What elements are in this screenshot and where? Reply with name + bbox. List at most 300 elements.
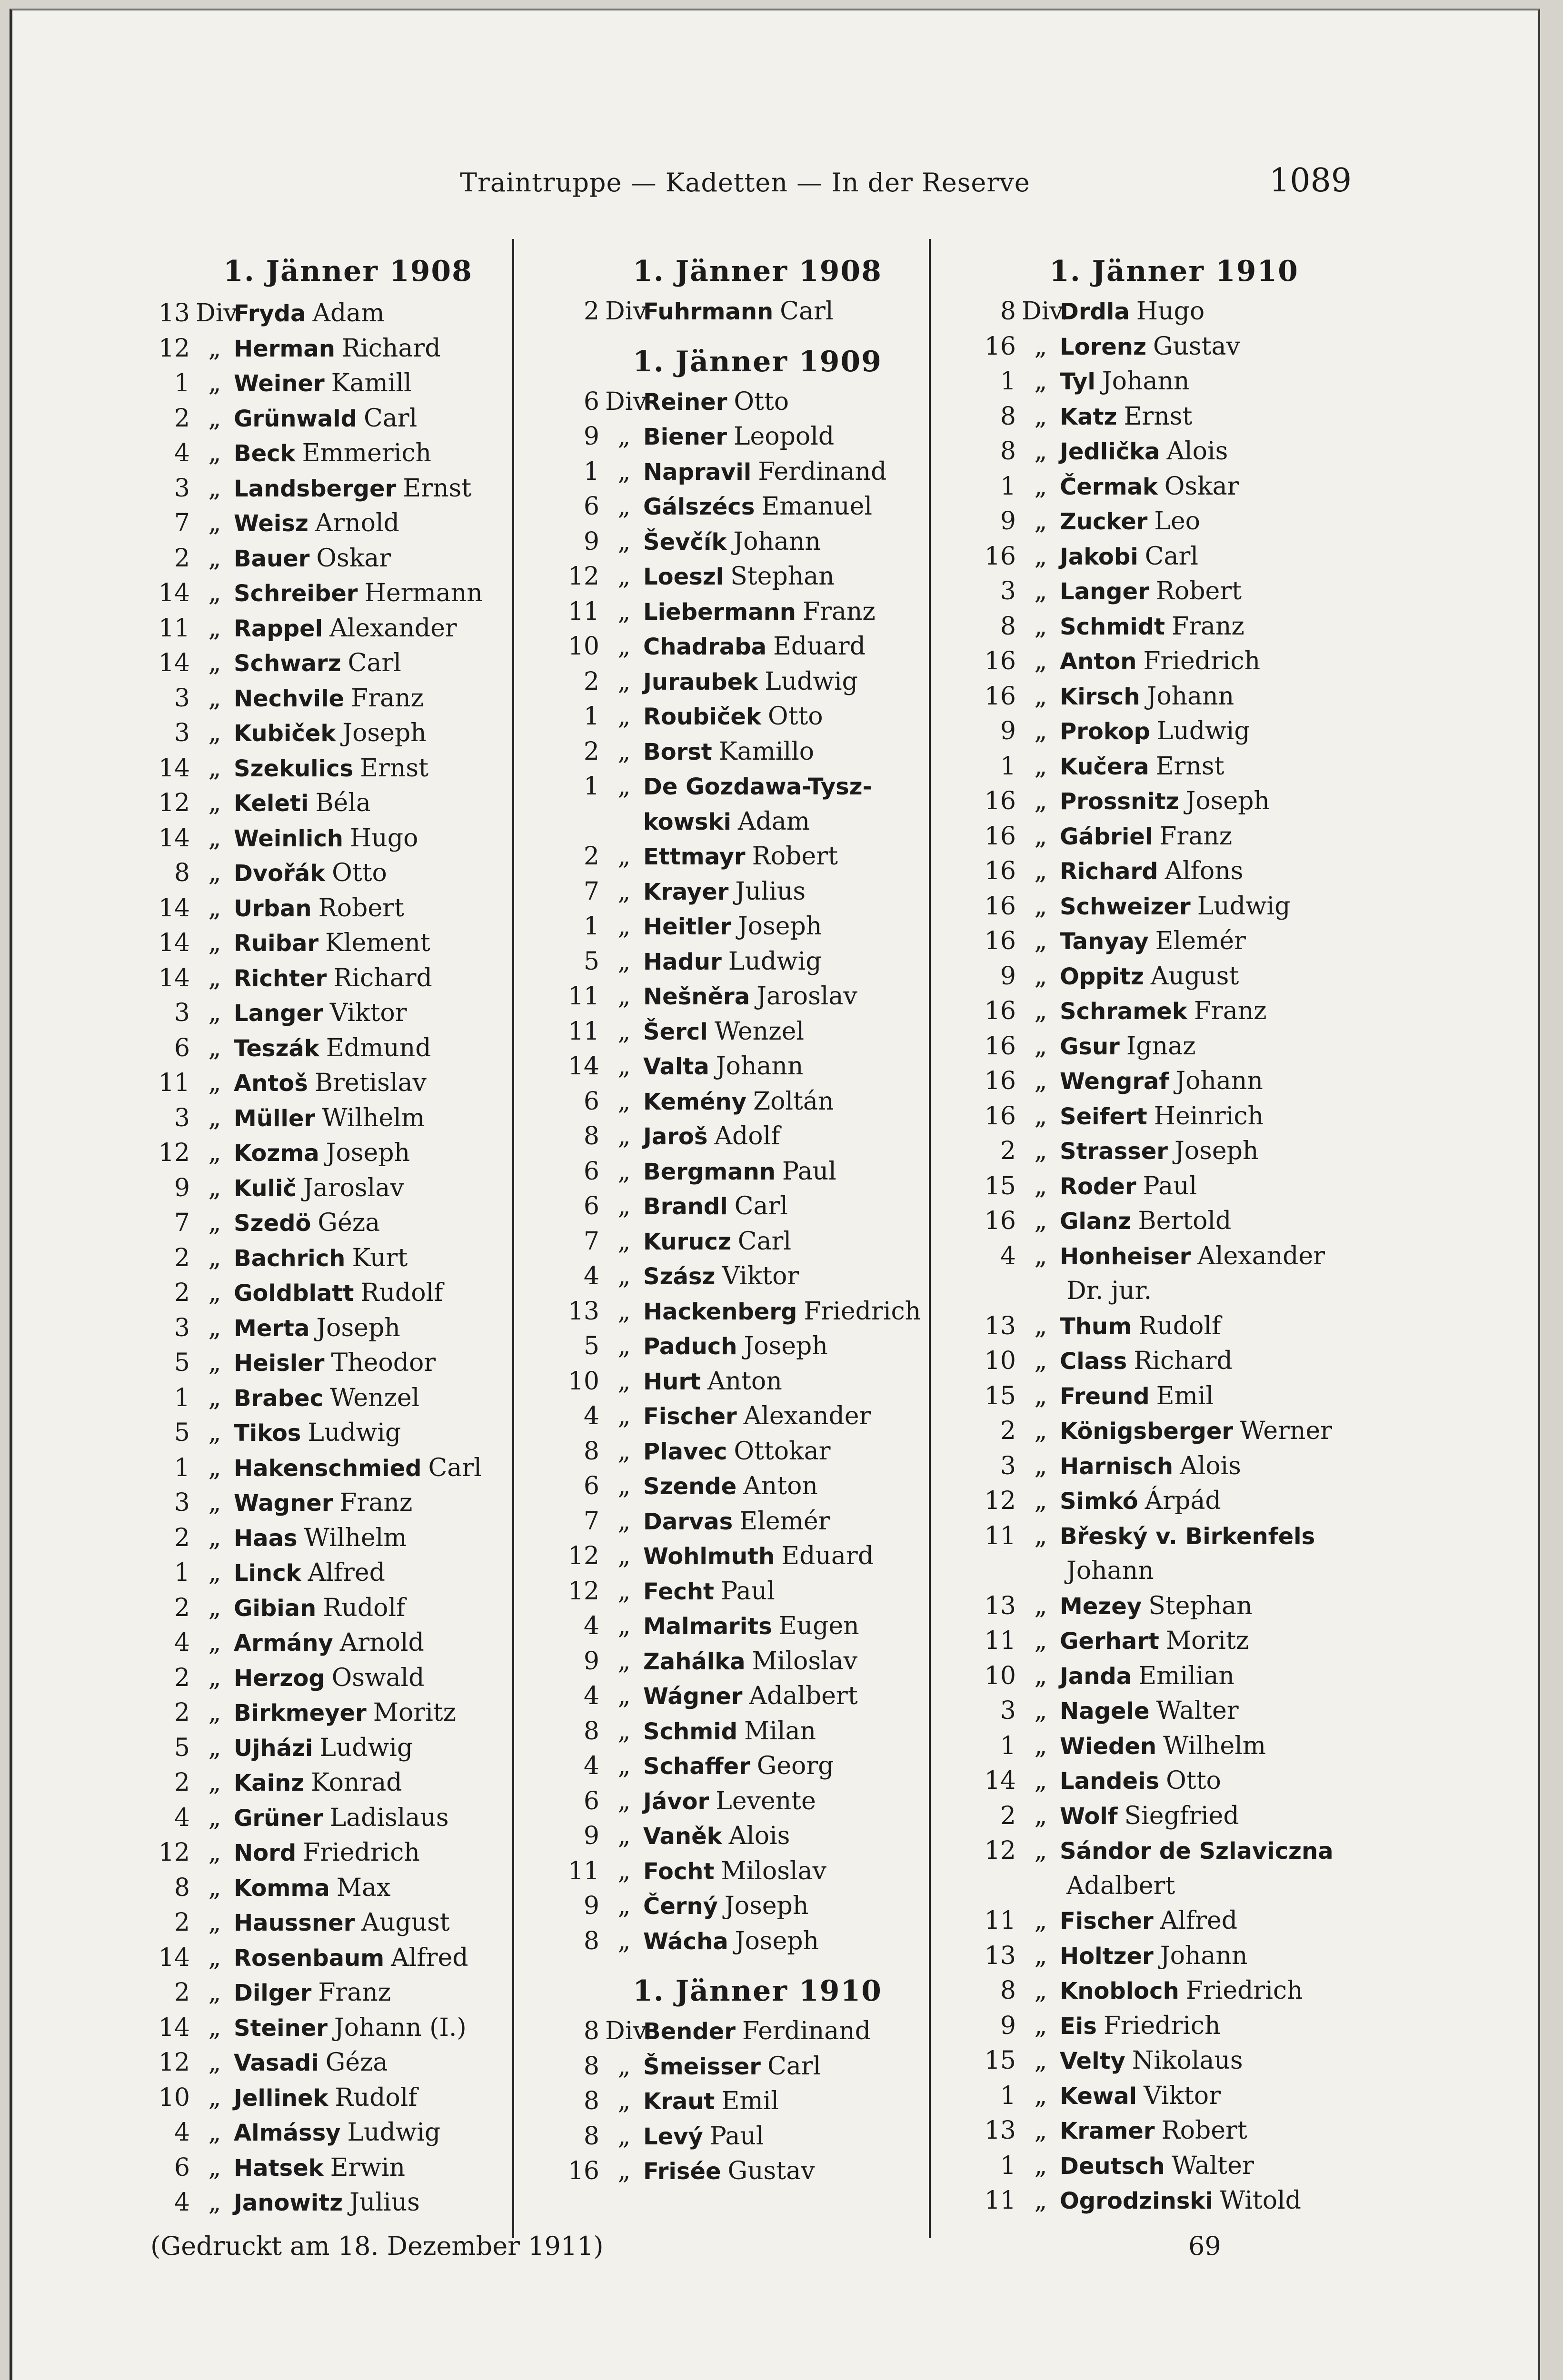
surname: Deutsch [1060,2152,1165,2180]
given-name: Edmund [326,1033,431,1062]
division-mark: „ [208,2013,221,2042]
given-name: Friedrich [804,1297,921,1326]
division-mark: „ [1034,1696,1047,1725]
surname: Fischer [643,1403,737,1430]
division-mark: „ [208,1383,221,1412]
surname: Tanyay [1060,928,1149,955]
division-mark: „ [617,2157,631,2185]
division-mark: „ [208,404,221,433]
division-mark: „ [208,2118,221,2147]
division-number: 9 [1000,962,1016,991]
roster-entry [967,2113,1381,2149]
surname: Kubiček [234,720,336,747]
roster-entry [967,2183,1381,2219]
surname: Holtzer [1060,1943,1154,1970]
person-name [234,821,555,856]
person-name [234,681,555,716]
roster-entry [141,1101,555,1136]
division-number: 16 [984,1031,1016,1061]
roster-entry [967,539,1381,575]
person-name [234,1486,555,1521]
division-mark: „ [208,1733,221,1762]
person-name [1060,539,1381,575]
division-mark: „ [1034,2116,1047,2145]
person-name [643,489,965,525]
division-mark: Div. [605,2017,652,2045]
roster-entry [967,959,1381,994]
division-mark: „ [1034,1976,1047,2005]
division-number: 16 [984,542,1016,571]
given-name: Bertold [1138,1207,1232,1235]
division-number [967,1554,1022,1589]
surname: Kemény [643,1088,747,1115]
division-number: 1 [583,772,599,801]
surname: Frisée [643,2158,721,2185]
division-number: 1 [174,1453,190,1482]
person-name [234,1451,555,1486]
division-mark: „ [1034,1836,1047,1865]
division-number: 2 [1000,1417,1016,1445]
roster-entry [550,979,965,1014]
division-mark: „ [617,1192,631,1220]
surname: Levý [643,2123,703,2150]
roster-entry [967,1764,1381,1799]
given-name: Emmerich [302,439,431,467]
division-mark: „ [208,963,221,992]
division-number: 14 [158,1943,190,1972]
roster-entry [967,1624,1381,1659]
division-mark: „ [208,1349,221,1377]
surname: Loeszl [643,564,724,590]
division-mark: „ [1034,577,1047,605]
roster-entry [967,1204,1381,1239]
roster-entry [550,1014,965,1050]
division-number: 6 [174,1033,190,1062]
division-number: 4 [583,1402,599,1430]
surname: Drdla [1060,298,1130,325]
given-name: Ottokar [734,1437,831,1466]
division-number: 4 [583,1612,599,1640]
given-name: Friedrich [303,1838,420,1867]
division-mark: „ [1034,647,1047,675]
surname: Goldblatt [234,1280,354,1307]
roster-entry [550,525,965,560]
division-number: 14 [158,823,190,853]
person-name [1060,2009,1381,2044]
roster-entry [141,1626,555,1661]
surname: Schmidt [1060,613,1165,640]
person-name [643,1014,965,1050]
roster-entry [967,1344,1381,1379]
roster-entry [141,2081,555,2116]
surname: Paduch [643,1333,737,1360]
person-name [643,419,965,455]
surname: Oppitz [1060,963,1144,990]
given-name: Werner [1240,1417,1333,1445]
roster-entry [550,1259,965,1294]
division-number: 8 [583,1437,599,1466]
roster-entry [550,2014,965,2049]
division-number: 8 [174,1873,190,1902]
given-name: Arnold [315,509,399,537]
division-number: 5 [174,1349,190,1377]
division-number: 4 [583,1752,599,1780]
division-mark: „ [617,1402,631,1430]
division-number: 4 [174,1628,190,1657]
division-mark: „ [1034,682,1047,711]
division-mark: „ [1034,2046,1047,2075]
division-mark: „ [1034,1731,1047,1760]
roster-entry [141,1661,555,1696]
division-number: 2 [174,404,190,433]
person-name [643,2084,965,2119]
roster-entry [967,574,1381,609]
given-name: Alois [1180,1451,1241,1480]
surname: Darvas [643,1508,733,1535]
division-number: 6 [583,1786,599,1815]
division-mark: „ [617,2052,631,2081]
division-mark: „ [1034,1381,1047,1410]
roster-entry [967,2043,1381,2079]
surname: Class [1060,1348,1127,1375]
division-number: 9 [583,1822,599,1850]
given-name: August [361,1908,450,1937]
surname: Nechvile [234,685,345,712]
person-name [643,1434,965,1469]
running-head: Traintruppe — Kadetten — In der Reserve [460,168,1030,198]
person-name [643,559,965,595]
person-name [234,1731,555,1766]
surname: Linck [234,1560,301,1587]
surname: Janowitz [234,2190,343,2216]
person-name [643,2049,965,2084]
division-mark: „ [208,2153,221,2182]
surname: Hatsek [234,2154,324,2182]
person-name [1060,1554,1381,1589]
division-number: 5 [174,1418,190,1447]
person-name [643,2014,965,2049]
division-number: 14 [158,579,190,607]
division-number: 13 [984,2116,1016,2145]
roster-entry [141,1206,555,1241]
given-name: Rudolf [1138,1311,1221,1340]
given-name: Alfred [391,1943,468,1972]
division-mark: „ [208,369,221,397]
given-name: Otto [332,859,387,887]
person-name [234,1975,555,2011]
person-name [1060,1939,1381,1974]
roster-entry [550,1854,965,1889]
division-mark: „ [1034,822,1047,851]
surname: Juraubek [643,668,758,695]
given-name: Joseph [724,1892,809,1920]
division-mark: „ [1034,507,1047,536]
given-name: Paul [720,1577,775,1606]
division-mark: „ [208,684,221,713]
division-number: 12 [567,1577,599,1606]
roster-entry [550,1889,965,1924]
surname: Brandl [643,1193,728,1220]
person-name [643,1714,965,1749]
person-name [1060,889,1381,924]
division-number: 6 [583,1192,599,1220]
person-name [643,664,965,700]
person-name [1060,294,1381,329]
division-number: 14 [158,649,190,677]
division-mark: „ [208,614,221,643]
division-number: 5 [583,1332,599,1360]
division-mark: „ [208,2083,221,2112]
surname: Vaněk [643,1823,722,1850]
roster-entry [550,595,965,630]
person-name [1060,1309,1381,1344]
roster-entry [550,874,965,910]
division-mark: „ [617,1646,631,1676]
division-number: 8 [1000,1976,1016,2005]
surname: Roubiček [643,704,761,730]
person-name [1060,329,1381,365]
surname: Anton [1060,648,1137,675]
surname: Almássy [234,2120,341,2146]
surname: Merta [234,1315,310,1342]
roster-entry [550,769,965,804]
surname: Zucker [1060,508,1148,535]
roster-entry [967,1274,1381,1309]
given-name: Alois [1166,437,1228,466]
given-name: Moritz [1165,1626,1249,1655]
roster-entry [550,944,965,980]
division-mark: „ [617,1892,631,1920]
person-name [643,1539,965,1574]
roster-entry [141,611,555,646]
person-name [234,716,555,751]
person-name [234,506,555,541]
division-number: 8 [583,1926,599,1955]
person-name [643,1224,965,1259]
division-mark: „ [1034,1101,1047,1130]
surname: Fischer [1060,1908,1154,1934]
division-mark: „ [1034,1661,1047,1690]
roster-entry [550,1224,965,1259]
roster-entry [141,296,555,331]
given-name: Viktor [329,999,407,1027]
given-name: Konrad [311,1768,402,1797]
surname: Katz [1060,403,1117,430]
roster-entry [141,1521,555,1556]
given-name: Adalbert [1066,1871,1175,1900]
person-name [234,471,555,506]
division-mark: „ [208,1768,221,1797]
person-name [643,2119,965,2154]
given-name: Wilhelm [1163,1731,1266,1760]
person-name [234,1276,555,1311]
person-name [1060,1973,1381,2009]
surname: Rappel [234,615,323,642]
given-name: Leopold [734,422,835,451]
person-name [234,2185,555,2221]
surname: Černý [643,1893,718,1920]
given-name: Joseph [326,1139,410,1167]
division-number: 3 [174,1103,190,1132]
division-number: 11 [984,1521,1016,1550]
roster-entry [967,819,1381,854]
given-name: Georg [757,1752,834,1780]
roster-entry [967,399,1381,435]
surname: Herzog [234,1665,325,1692]
division-number: 8 [1000,297,1016,326]
division-mark: „ [1034,787,1047,815]
roster-entry [550,419,965,455]
surname: Honheiser [1060,1243,1191,1270]
roster-entry [967,1134,1381,1169]
roster-entry [141,2045,555,2081]
roster-entry [141,1905,555,1941]
person-name [1060,749,1381,784]
division-mark: „ [617,457,631,486]
division-mark: „ [1034,542,1047,571]
division-mark: „ [617,1157,631,1186]
given-name: Rudolf [360,1279,443,1307]
surname: Gábriel [1060,823,1153,850]
document-page [10,9,1540,2380]
division-mark: „ [1034,1591,1047,1620]
roster-entry [550,1399,965,1434]
surname: Vasadi [234,2050,319,2076]
division-number: 16 [984,822,1016,851]
person-name [234,1661,555,1696]
person-name [1060,1099,1381,1134]
person-name [1060,1694,1381,1729]
division-number: 4 [583,1682,599,1710]
person-name [1060,1239,1381,1274]
division-mark: „ [208,1873,221,1902]
roster-entry [550,1784,965,1819]
division-number: 11 [984,1626,1016,1655]
given-name: Ludwig [319,1733,413,1762]
person-name [234,1171,555,1206]
given-name: Ernst [403,474,472,503]
roster-entry [967,1519,1381,1554]
division-number: 10 [158,2083,190,2112]
person-name [1060,609,1381,645]
roster-entry [967,1659,1381,1694]
roster-entry [141,1276,555,1311]
given-name: Alexander [743,1402,871,1430]
person-name [234,1241,555,1276]
division-mark: „ [1034,332,1047,361]
roster-entry [141,436,555,471]
roster-entry [550,1434,965,1469]
given-name: Ignaz [1126,1031,1196,1061]
division-mark: „ [208,1243,221,1272]
given-name: Miloslav [721,1856,826,1885]
division-number: 1 [174,1383,190,1412]
given-name: Ernst [1155,752,1225,781]
person-name [234,296,555,331]
roster-entry [550,559,965,595]
roster-entry [141,366,555,401]
surname: Keleti [234,790,309,817]
roster-entry [141,1381,555,1416]
given-name: Adolf [714,1122,780,1150]
person-name [1060,1169,1381,1204]
given-name: Ferdinand [758,457,887,486]
roster-entry [550,1084,965,1120]
division-mark: Div. [1022,297,1069,326]
given-name: Hugo [1136,297,1205,326]
section-heading: 1. Jänner 1910 [633,1974,882,2008]
division-mark: „ [208,719,221,747]
surname: Kurucz [643,1228,731,1255]
person-name [234,2081,555,2116]
surname: Schreiber [234,580,358,607]
person-name [643,1364,965,1399]
surname: Roder [1060,1173,1136,1200]
division-number: 12 [984,1487,1016,1515]
roster-entry [967,1869,1381,1904]
person-name [234,1941,555,1976]
division-mark: „ [208,823,221,853]
roster-entry [967,609,1381,645]
given-name: Otto [1166,1766,1221,1795]
given-name: Anton [707,1367,782,1396]
given-name: Hugo [349,823,418,853]
surname: Freund [1060,1383,1150,1410]
roster-entry [967,924,1381,959]
person-name [1060,1449,1381,1484]
division-number: 15 [984,1381,1016,1410]
division-mark: „ [208,1173,221,1202]
division-number: 1 [1000,2151,1016,2180]
division-number: 14 [158,963,190,992]
given-name: Friedrich [1143,647,1261,675]
roster-entry [141,1556,555,1591]
person-name [234,1416,555,1451]
given-name: Julius [735,877,806,906]
surname: Komma [234,1874,330,1902]
given-name: Franz [1194,997,1267,1025]
division-number: 2 [583,667,599,696]
division-mark: „ [617,1682,631,1710]
roster-entry [141,1975,555,2011]
roster-entry [550,734,965,770]
person-name [643,1609,965,1644]
surname: Schaffer [643,1753,750,1780]
given-name: Carl [428,1453,482,1482]
person-name [643,1749,965,1784]
person-name [1060,574,1381,609]
person-name [234,1136,555,1171]
division-number: 11 [984,1906,1016,1935]
person-name [643,629,965,664]
division-number: 9 [583,422,599,451]
roster-entry [550,1679,965,1714]
surname: Bachrich [234,1245,346,1272]
division-mark: „ [1034,1487,1047,1515]
division-mark [1022,1869,1060,1904]
given-name: Max [336,1873,391,1902]
surname: Armány [234,1630,333,1656]
surname: Schwarz [234,650,341,677]
surname: Kramer [1060,2118,1155,2144]
roster-entry [550,385,965,420]
division-number: 10 [567,632,599,661]
surname: Nagele [1060,1698,1150,1725]
division-mark: „ [1034,962,1047,991]
person-name [1060,364,1381,399]
person-name [1060,1519,1381,1554]
surname: Čermak [1060,473,1158,500]
